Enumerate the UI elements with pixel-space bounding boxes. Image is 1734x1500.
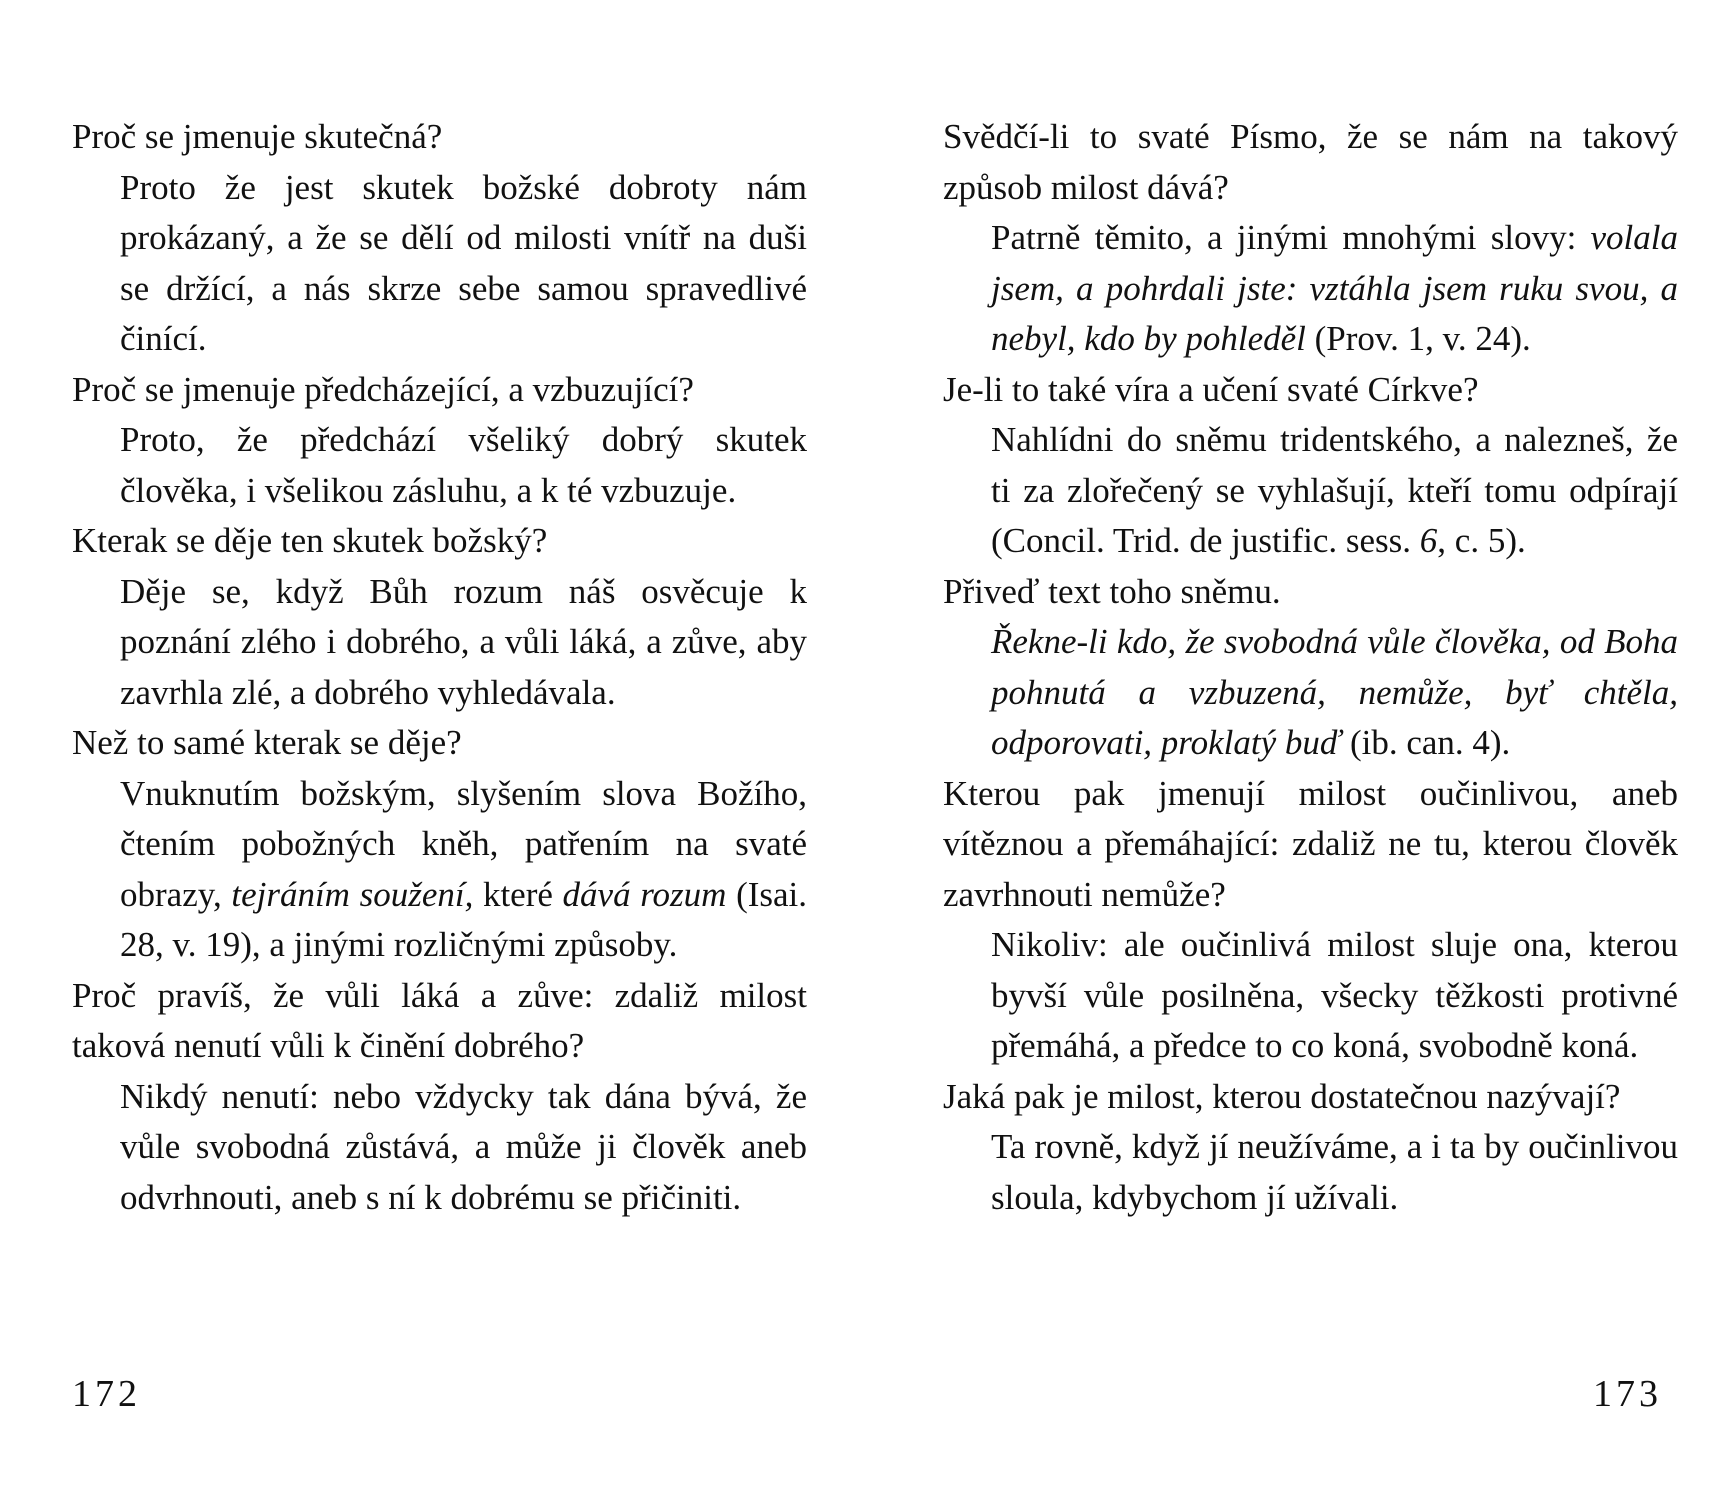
text-segment: (ib. can. 4). xyxy=(1341,723,1511,762)
page-number-left: 172 xyxy=(72,1373,141,1415)
italic-text-segment: Řekne-li kdo, že svobodná vůle člověka, od Boha pohnutá a vzbuzená, nemůže, byť chtěla, odporovati, proklatý buď xyxy=(991,622,1678,762)
question-paragraph xyxy=(72,112,807,163)
text-segment: Proč pravíš, že vůli láká a zůve: zdaliž milost taková nenutí vůli k činění dobrého? xyxy=(72,975,807,1065)
italic-text-segment: tejráním soužení, xyxy=(231,874,474,914)
text-segment: Nikoliv: ale oučinlivá milost sluje ona, kterou byvší vůle posilněna, všecky těžkosti protivné přemáhá, a předce to co koná, svobodně koná. xyxy=(991,925,1678,1065)
text-segment: (Isai. 28, v. 19), a jinými rozličnými způsoby. xyxy=(120,874,808,964)
text-segment: (Prov. 1, v. 24). xyxy=(1305,319,1531,358)
answer-paragraph xyxy=(943,415,1678,567)
answer-paragraph xyxy=(72,163,807,365)
answer-paragraph xyxy=(72,415,807,516)
italic-text-segment: 6 xyxy=(1419,521,1438,560)
italic-text-segment: dává rozum xyxy=(562,874,727,914)
text-segment: Proč se jmenuje skutečná? xyxy=(72,117,443,156)
text-segment: Vnuknutím božským, slyšením slova Božího, čtením pobožných kněh, patřením na svaté obrazy, xyxy=(120,773,807,914)
answer-paragraph xyxy=(72,567,807,719)
text-segment: Je-li to také víra a učení svaté Církve? xyxy=(943,369,1479,409)
text-segment: Proč se jmenuje předcházející, a vzbuzující? xyxy=(72,369,694,409)
question-paragraph xyxy=(72,365,807,416)
text-segment: Nahlídni do sněmu tridentského, a nalezneš, že ti za zlořečený se vyhlašují, kteří tomu odpírají (Concil. Trid. de justific. sess. xyxy=(991,420,1678,560)
answer-paragraph xyxy=(943,617,1678,769)
question-paragraph xyxy=(943,769,1678,921)
right-page xyxy=(943,112,1678,1223)
answer-paragraph xyxy=(943,213,1678,365)
italic-text-segment: volala jsem, a pohrdali jste: vztáhla jsem ruku svou, a nebyl, kdo by pohleděl xyxy=(991,218,1678,358)
text-segment: Nikdý nenutí: nebo vždycky tak dána bývá, že vůle svobodná zůstává, a může ji člověk aneb odvrhnouti, aneb s ní k dobrému se přičiniti. xyxy=(120,1076,807,1217)
question-paragraph xyxy=(72,718,807,769)
left-page xyxy=(72,112,807,1223)
question-paragraph xyxy=(943,1072,1678,1123)
answer-paragraph xyxy=(72,1072,807,1224)
text-segment: Ta rovně, když jí neužíváme, a i ta by oučinlivou sloula, kdybychom jí užívali. xyxy=(991,1127,1678,1217)
text-segment: Proto že jest skutek božské dobroty nám prokázaný, a že se dělí od milosti vnítř na duši se držící, a nás skrze sebe samou spravedlivé činící. xyxy=(120,167,807,358)
text-segment: Patrně těmito, a jinými mnohými slovy: xyxy=(991,218,1591,257)
question-paragraph xyxy=(943,365,1678,416)
text-segment: , c. 5). xyxy=(1437,521,1526,560)
answer-paragraph xyxy=(943,920,1678,1072)
page-number-right: 173 xyxy=(1593,1373,1662,1415)
question-paragraph xyxy=(72,971,807,1072)
text-segment: Svědčí-li to svaté Písmo, že se nám na takový způsob milost dává? xyxy=(943,117,1678,207)
question-paragraph xyxy=(943,567,1678,618)
question-paragraph xyxy=(943,112,1678,213)
text-segment: Kterou pak jmenují milost oučinlivou, aneb vítěznou a přemáhající: zdaliž ne tu, kterou člověk zavrhnouti nemůže? xyxy=(943,773,1678,914)
text-segment: Proto, že předchází všeliký dobrý skutek člověka, i všelikou zásluhu, a k té vzbuzuje. xyxy=(120,420,807,510)
question-paragraph xyxy=(72,516,807,567)
text-segment: které xyxy=(473,874,563,914)
text-segment: Než to samé kterak se děje? xyxy=(72,723,462,762)
text-segment: Přiveď text toho sněmu. xyxy=(943,571,1281,611)
text-segment: Děje se, když Bůh rozum náš osvěcuje k poznání zlého i dobrého, a vůli láká, a zůve, aby zavrhla zlé, a dobrého vyhledávala. xyxy=(120,571,807,712)
text-segment: Kterak se děje ten skutek božský? xyxy=(72,521,548,560)
text-segment: Jaká pak je milost, kterou dostatečnou nazývají? xyxy=(943,1076,1621,1116)
answer-paragraph xyxy=(72,769,807,971)
answer-paragraph xyxy=(943,1122,1678,1223)
